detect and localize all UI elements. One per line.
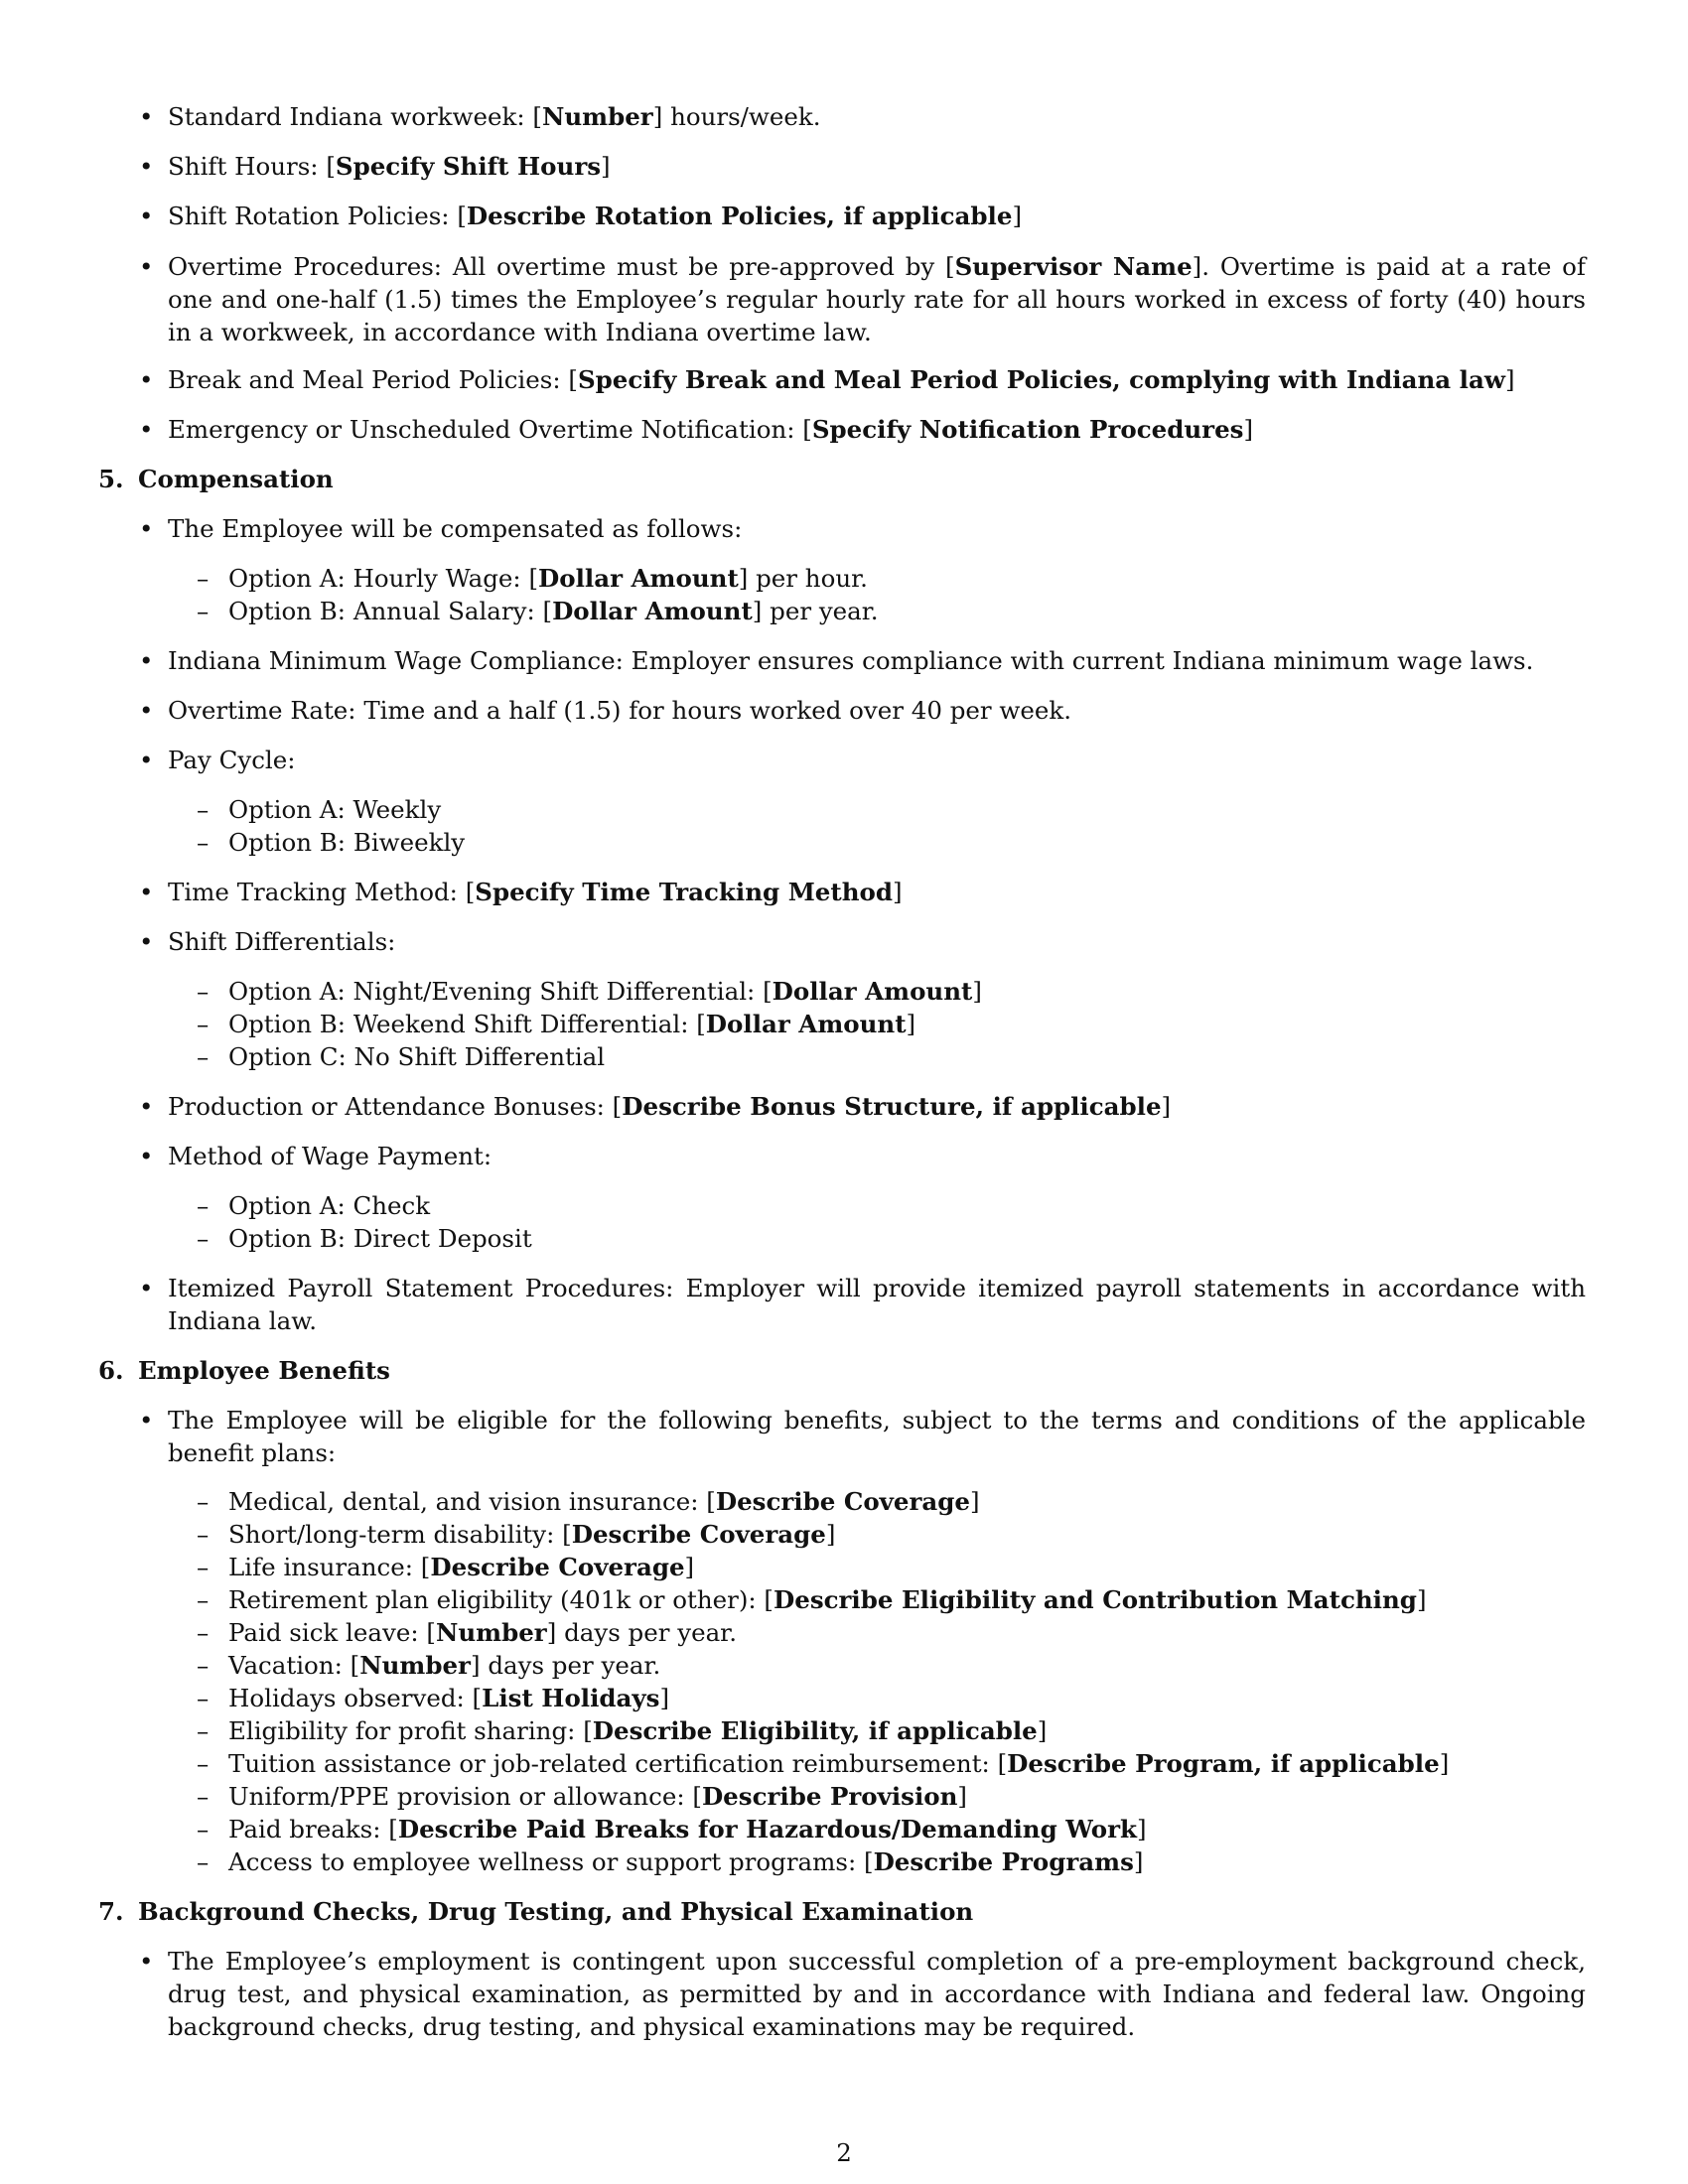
benefit-placeholder: List Holidays	[482, 1684, 660, 1712]
time-tracking-placeholder: Specify Time Tracking Method	[475, 878, 894, 906]
benefit-suffix: ]	[970, 1487, 980, 1516]
workweek-placeholder: Number	[541, 102, 653, 131]
benefit-suffix: ]	[1136, 1815, 1147, 1843]
bullet-marker: •	[139, 152, 154, 181]
shift-differentials-text: Shift Differentials:	[168, 927, 396, 956]
benefit-item	[197, 1747, 1450, 1780]
benefit-placeholder: Describe Coverage	[715, 1487, 971, 1516]
pay-biweekly-option	[197, 826, 466, 859]
emergency-text: Emergency or Unscheduled Overtime Notification: [	[168, 415, 812, 444]
dash-marker: –	[197, 795, 210, 824]
shift-rotation-placeholder: Describe Rotation Policies, if applicable	[466, 202, 1013, 230]
benefit-item	[197, 1518, 836, 1551]
payment-method-text: Method of Wage Payment:	[168, 1142, 492, 1170]
section-number: 7.	[98, 1897, 124, 1926]
dash-marker: –	[197, 1224, 210, 1253]
dash-marker: –	[197, 1815, 210, 1843]
benefit-text: Paid breaks: [	[228, 1815, 398, 1843]
benefit-placeholder: Describe Programs	[873, 1847, 1134, 1876]
close-bracket: ]	[1012, 202, 1022, 230]
bullet-marker: •	[139, 646, 154, 675]
benefits-intro-text: The Employee will be eligible for the following benefits, subject to the terms and conditions of the applicable benefit plans:	[168, 1406, 1586, 1467]
hourly-wage-placeholder: Dollar Amount	[538, 564, 739, 593]
pay-check-text: Option A: Check	[228, 1191, 431, 1220]
bullet-marker: •	[139, 1092, 154, 1121]
compensation-intro-text: The Employee will be compensated as follows:	[168, 514, 743, 543]
close-bracket: ]	[906, 1010, 916, 1038]
workweek-text: Standard Indiana workweek: [	[168, 102, 542, 131]
close-bracket: ]	[1504, 365, 1515, 394]
break-text: Break and Meal Period Policies: [	[168, 365, 578, 394]
workweek-suffix: ] hours/week.	[652, 102, 821, 131]
benefit-suffix: ] days per year.	[546, 1618, 737, 1647]
hourly-wage-option	[197, 562, 868, 595]
close-bracket: ]	[1161, 1092, 1172, 1121]
bonuses-item	[139, 1090, 1172, 1123]
annual-salary-suffix: ] per year.	[752, 597, 879, 625]
benefit-item	[197, 1583, 1427, 1616]
pay-weekly-option	[197, 793, 442, 826]
benefit-text: Holidays observed: [	[228, 1684, 483, 1712]
dash-marker: –	[197, 828, 210, 857]
section-title: Background Checks, Drug Testing, and Physical Examination	[138, 1897, 974, 1926]
break-meal-item	[139, 363, 1515, 396]
dash-marker: –	[197, 1749, 210, 1778]
dash-marker: –	[197, 1520, 210, 1549]
benefit-item	[197, 1780, 967, 1813]
weekend-shift-placeholder: Dollar Amount	[705, 1010, 907, 1038]
annual-salary-placeholder: Dollar Amount	[552, 597, 753, 625]
benefit-placeholder: Number	[359, 1651, 471, 1680]
benefit-suffix: ]	[1037, 1716, 1048, 1745]
close-bracket: ]	[972, 977, 982, 1006]
section-heading-compensation	[98, 463, 334, 495]
bullet-marker: •	[139, 415, 154, 444]
benefit-item	[197, 1649, 661, 1682]
section-title: Compensation	[138, 465, 334, 493]
close-bracket: ]	[1243, 415, 1254, 444]
background-check-item	[139, 1945, 1586, 2043]
benefit-suffix: ]	[1439, 1749, 1450, 1778]
payment-method-item	[139, 1140, 492, 1172]
benefit-item	[197, 1682, 669, 1714]
dash-marker: –	[197, 1010, 210, 1038]
compensation-intro-item	[139, 512, 743, 545]
benefit-placeholder: Number	[435, 1618, 547, 1647]
section-heading-benefits	[98, 1354, 390, 1387]
benefit-suffix: ]	[825, 1520, 836, 1549]
section-heading-background-checks	[98, 1895, 973, 1928]
benefit-text: Access to employee wellness or support programs: [	[228, 1847, 874, 1876]
benefit-suffix: ] days per year.	[470, 1651, 661, 1680]
itemized-payroll-text: Itemized Payroll Statement Procedures: Employer will provide itemized payroll statements in accordance with Indiana law.	[168, 1274, 1586, 1335]
bullet-marker: •	[139, 514, 154, 543]
page-number: 2	[836, 2138, 852, 2167]
shift-hours-text: Shift Hours: [	[168, 152, 336, 181]
background-check-text: The Employee’s employment is contingent upon successful completion of a pre-employment background check, drug test, and physical examination, as permitted by and in accordance with Indiana and federal law. Ongoing background checks, drug testing, and physical examinations may be required.	[168, 1947, 1586, 2041]
benefit-placeholder: Describe Coverage	[430, 1553, 685, 1581]
dash-marker: –	[197, 1651, 210, 1680]
no-differential-text: Option C: No Shift Differential	[228, 1042, 606, 1071]
pay-check-option	[197, 1189, 431, 1222]
benefit-placeholder: Describe Program, if applicable	[1007, 1749, 1440, 1778]
annual-salary-option	[197, 595, 879, 627]
benefit-suffix: ]	[684, 1553, 695, 1581]
overtime-rate-item	[139, 694, 1072, 727]
benefit-text: Retirement plan eligibility (401k or other): [	[228, 1585, 774, 1614]
benefit-item	[197, 1551, 695, 1583]
overtime-suffix: ]. Overtime is paid at a rate of one and one-half (1.5) times the Employee’s regular hourly rate for all hours worked in excess of forty (40) hours in a workweek, in accordance with Indiana overtime law.	[168, 252, 1586, 346]
benefit-item	[197, 1616, 737, 1649]
section-number: 5.	[98, 465, 124, 493]
itemized-payroll-item	[139, 1272, 1586, 1337]
direct-deposit-text: Option B: Direct Deposit	[228, 1224, 532, 1253]
min-wage-item	[139, 644, 1534, 677]
dash-marker: –	[197, 597, 210, 625]
pay-cycle-item	[139, 744, 296, 776]
no-differential-option	[197, 1040, 606, 1073]
benefit-placeholder: Describe Eligibility and Contribution Matching	[773, 1585, 1417, 1614]
pay-biweekly-text: Option B: Biweekly	[228, 828, 466, 857]
dash-marker: –	[197, 1487, 210, 1516]
benefit-text: Vacation: [	[228, 1651, 360, 1680]
dash-marker: –	[197, 564, 210, 593]
benefits-intro-item	[139, 1404, 1586, 1469]
benefit-item	[197, 1813, 1147, 1845]
time-tracking-item	[139, 876, 903, 908]
bullet-marker: •	[139, 1947, 154, 1976]
benefit-placeholder: Describe Eligibility, if applicable	[592, 1716, 1038, 1745]
benefit-text: Eligibility for profit sharing: [	[228, 1716, 593, 1745]
benefit-item	[197, 1485, 980, 1518]
shift-hours-item	[139, 150, 611, 183]
night-shift-text: Option A: Night/Evening Shift Differential: [	[228, 977, 773, 1006]
benefit-suffix: ]	[1133, 1847, 1144, 1876]
benefit-text: Short/long-term disability: [	[228, 1520, 572, 1549]
close-bracket: ]	[601, 152, 611, 181]
night-shift-option	[197, 975, 982, 1008]
bullet-marker: •	[139, 696, 154, 725]
hourly-wage-text: Option A: Hourly Wage: [	[228, 564, 539, 593]
dash-marker: –	[197, 1042, 210, 1071]
bullet-marker: •	[139, 365, 154, 394]
annual-salary-text: Option B: Annual Salary: [	[228, 597, 553, 625]
weekend-shift-text: Option B: Weekend Shift Differential: [	[228, 1010, 706, 1038]
bullet-marker: •	[139, 252, 154, 281]
bullet-marker: •	[139, 202, 154, 230]
break-placeholder: Specify Break and Meal Period Policies, complying with Indiana law	[577, 365, 1505, 394]
dash-marker: –	[197, 1618, 210, 1647]
benefit-text: Life insurance: [	[228, 1553, 431, 1581]
benefit-suffix: ]	[957, 1782, 967, 1811]
bullet-marker: •	[139, 878, 154, 906]
overtime-procedures-item	[139, 250, 1586, 348]
dash-marker: –	[197, 977, 210, 1006]
dash-marker: –	[197, 1716, 210, 1745]
bonuses-text: Production or Attendance Bonuses: [	[168, 1092, 623, 1121]
benefit-placeholder: Describe Coverage	[571, 1520, 826, 1549]
pay-weekly-text: Option A: Weekly	[228, 795, 442, 824]
bullet-marker: •	[139, 1406, 154, 1434]
benefit-placeholder: Describe Provision	[701, 1782, 958, 1811]
shift-rotation-text: Shift Rotation Policies: [	[168, 202, 467, 230]
dash-marker: –	[197, 1782, 210, 1811]
bullet-marker: •	[139, 927, 154, 956]
benefit-placeholder: Describe Paid Breaks for Hazardous/Demanding Work	[397, 1815, 1137, 1843]
shift-rotation-item	[139, 200, 1022, 232]
benefit-text: Uniform/PPE provision or allowance: [	[228, 1782, 702, 1811]
weekend-shift-option	[197, 1008, 916, 1040]
bullet-marker: •	[139, 102, 154, 131]
time-tracking-text: Time Tracking Method: [	[168, 878, 476, 906]
benefit-item	[197, 1845, 1144, 1878]
night-shift-placeholder: Dollar Amount	[772, 977, 973, 1006]
bonuses-placeholder: Describe Bonus Structure, if applicable	[622, 1092, 1162, 1121]
dash-marker: –	[197, 1847, 210, 1876]
section-title: Employee Benefits	[138, 1356, 390, 1385]
emergency-placeholder: Specify Notification Procedures	[811, 415, 1244, 444]
dash-marker: –	[197, 1585, 210, 1614]
benefit-text: Medical, dental, and vision insurance: [	[228, 1487, 716, 1516]
close-bracket: ]	[893, 878, 903, 906]
dash-marker: –	[197, 1553, 210, 1581]
benefit-item	[197, 1714, 1048, 1747]
shift-differentials-item	[139, 925, 396, 958]
benefit-suffix: ]	[1416, 1585, 1427, 1614]
overtime-text: Overtime Procedures: All overtime must be pre-approved by [	[168, 252, 955, 281]
bullet-marker: •	[139, 746, 154, 774]
min-wage-text: Indiana Minimum Wage Compliance: Employer ensures compliance with current Indiana minimum wage laws.	[168, 646, 1534, 675]
dash-marker: –	[197, 1191, 210, 1220]
benefit-text: Paid sick leave: [	[228, 1618, 436, 1647]
overtime-rate-text: Overtime Rate: Time and a half (1.5) for hours worked over 40 per week.	[168, 696, 1072, 725]
dash-marker: –	[197, 1684, 210, 1712]
overtime-placeholder: Supervisor Name	[954, 252, 1193, 281]
pay-cycle-text: Pay Cycle:	[168, 746, 296, 774]
bullet-marker: •	[139, 1274, 154, 1302]
benefit-suffix: ]	[659, 1684, 669, 1712]
emergency-overtime-item	[139, 413, 1254, 446]
direct-deposit-option	[197, 1222, 532, 1255]
section-number: 6.	[98, 1356, 124, 1385]
bullet-marker: •	[139, 1142, 154, 1170]
benefit-text: Tuition assistance or job-related certification reimbursement: [	[228, 1749, 1008, 1778]
shift-hours-placeholder: Specify Shift Hours	[335, 152, 602, 181]
hourly-wage-suffix: ] per hour.	[738, 564, 868, 593]
workweek-item	[139, 100, 821, 133]
